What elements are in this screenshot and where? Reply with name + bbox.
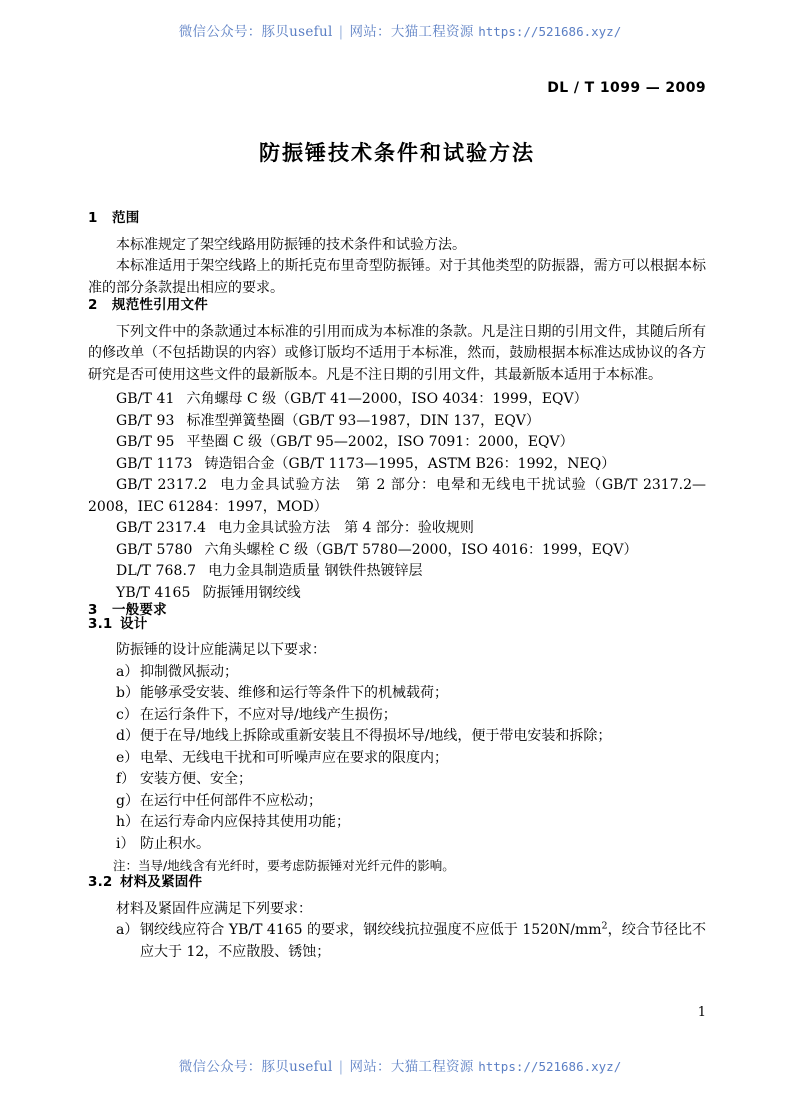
list-item — [88, 834, 706, 856]
list-item-marker: f） — [116, 771, 136, 787]
subsection-3-1-lead: 防振锤的设计应能满足以下要求： — [116, 642, 326, 658]
design-requirement-list — [88, 662, 706, 856]
watermark-site-label: 网站：大猫工程资源 — [349, 1059, 474, 1075]
list-item-text: 安装方便、安全； — [140, 771, 252, 787]
list-item-marker: c） — [116, 706, 138, 723]
list-item-text: 电晕、无线电干扰和可听噪声应在要求的限度内； — [140, 749, 448, 766]
list-item-marker: b） — [116, 685, 139, 701]
section-number-3: 3 — [88, 602, 98, 618]
list-item — [88, 791, 706, 813]
list-item-text: 在运行条件下，不应对导/地线产生损伤； — [140, 706, 397, 723]
list-item — [88, 662, 706, 684]
reference-text: 电力金具试验方法 第 2 部分：电晕和无线电干扰试验（GB/T 2317.2—2008，IEC 61284：1997，MOD） — [88, 477, 706, 515]
section-number-1: 1 — [88, 210, 98, 226]
section-heading-3 — [88, 604, 706, 618]
list-item-text: 便于在导/地线上拆除或重新安装且不得损坏导/地线，便于带电安装和拆除； — [140, 728, 612, 744]
subsection-number-3-2: 3.2 — [88, 874, 113, 890]
list-item — [88, 812, 706, 834]
section-title-3: 一般要求 — [112, 602, 167, 618]
section-1-paragraph-2: 本标准适用于架空线路上的斯托克布里奇型防振锤。对于其他类型的防振器，需方可以根据本标准的部分条款提出相应的要求。 — [88, 258, 706, 296]
list-item-text: 防止积水。 — [140, 835, 210, 852]
subsection-title-3-2: 材料及紧固件 — [120, 874, 203, 890]
list-item — [88, 726, 706, 748]
reference-text: 电力金具试验方法 第 4 部分：验收规则 — [218, 520, 474, 536]
material-requirement-list — [88, 920, 706, 963]
reference-text: 铸造铝合金（GB/T 1173—1995，ASTM B26：1992，NEQ） — [204, 455, 616, 472]
reference-text: 六角头螺栓 C 级（GB/T 5780—2000，ISO 4016：1999，EQV） — [204, 541, 638, 558]
section-number-2: 2 — [88, 297, 98, 313]
list-item — [88, 683, 706, 705]
watermark-wechat-label: 微信公众号：豚贝useful — [178, 1059, 333, 1075]
list-item-text: 在运行中任何部件不应松动； — [140, 792, 322, 809]
list-item-marker: i） — [116, 835, 135, 852]
superscript-exponent: 2 — [601, 920, 608, 932]
watermark-url: https://521686.xyz/ — [478, 1059, 622, 1074]
section-heading-2 — [88, 299, 706, 313]
list-item-marker: d） — [116, 728, 139, 744]
list-item-text — [140, 920, 706, 963]
reference-code: YB/T 4165 — [116, 584, 191, 601]
reference-code: GB/T 5780 — [116, 541, 193, 558]
subsection-title-3-1: 设计 — [120, 615, 148, 632]
reference-code: GB/T 2317.2 — [116, 477, 208, 493]
reference-code: GB/T 95 — [116, 434, 175, 450]
watermark-site-label: 网站：大猫工程资源 — [349, 24, 474, 40]
section-heading-1 — [88, 212, 706, 226]
watermark-separator: | — [338, 1059, 344, 1075]
reference-item — [88, 389, 706, 411]
reference-item — [88, 454, 706, 476]
subsection-number-3-1: 3.1 — [88, 615, 113, 632]
document-page — [88, 0, 706, 1107]
list-item-text-after-superscript: ，绞合节径比不应大于 12，不应散股、锈蚀； — [140, 922, 706, 960]
reference-code: GB/T 41 — [116, 391, 175, 407]
watermark-wechat-label: 微信公众号：豚贝useful — [178, 24, 333, 40]
reference-item — [88, 583, 706, 605]
list-item-marker: e） — [116, 749, 139, 766]
reference-text: 平垫圈 C 级（GB/T 95—2002，ISO 7091：2000，EQV） — [186, 434, 574, 450]
list-item-marker: h） — [116, 814, 140, 830]
subsection-3-2-lead: 材料及紧固件应满足下列要求： — [116, 900, 312, 917]
reference-text: 电力金具制造质量 钢铁件热镀锌层 — [208, 563, 423, 579]
list-item-marker: g） — [116, 792, 139, 809]
reference-item — [88, 518, 706, 540]
document-title: 防振锤技术条件和试验方法 — [259, 141, 535, 165]
section-title-1: 范围 — [112, 210, 140, 226]
section-title-2: 规范性引用文件 — [112, 297, 208, 313]
list-item-text-before-superscript: 钢绞线应符合 YB/T 4165 的要求，钢绞线抗拉强度不应低于 1520N/mm — [140, 922, 602, 938]
reference-code: GB/T 1173 — [116, 455, 193, 472]
reference-item — [88, 411, 706, 433]
watermark-separator: | — [338, 24, 344, 40]
reference-item — [88, 432, 706, 454]
list-item-text: 抑制微风振动； — [140, 663, 238, 680]
reference-item — [88, 540, 706, 562]
list-item — [88, 705, 706, 727]
list-item-marker: a） — [116, 663, 139, 680]
section-1-paragraph-1: 本标准规定了架空线路用防振锤的技术条件和试验方法。 — [116, 236, 466, 253]
list-item-text: 能够承受安装、维修和运行等条件下的机械载荷； — [140, 685, 448, 701]
list-item — [88, 920, 706, 963]
reference-text: 标准型弹簧垫圈（GB/T 93—1987，DIN 137，EQV） — [186, 412, 540, 429]
reference-item — [88, 475, 706, 518]
subsection-heading-3-2 — [88, 876, 706, 890]
subsection-3-1-note: 注：当导/地线含有光纤时，要考虑防振锤对光纤元件的影响。 — [113, 858, 455, 873]
list-item-marker: a） — [116, 922, 139, 938]
footer-watermark — [0, 1055, 800, 1075]
list-item-text: 在运行寿命内应保持其使用功能； — [140, 814, 350, 830]
list-item — [88, 748, 706, 770]
document-body — [88, 212, 706, 963]
watermark-url: https://521686.xyz/ — [478, 24, 622, 39]
reference-code: GB/T 2317.4 — [116, 520, 207, 536]
standard-number: DL / T 1099 — 2009 — [547, 80, 706, 96]
section-2-paragraph-1: 下列文件中的条款通过本标准的引用而成为本标准的条款。凡是注日期的引用文件，其随后所有的修改单（不包括勘误的内容）或修订版均不适用于本标准，然而，鼓励根据本标准达成协议的各方研究是否可使用这些文件的最新版本。凡是不注日期的引用文件，其最新版本适用于本标准。 — [88, 323, 706, 383]
list-item — [88, 769, 706, 791]
reference-item — [88, 561, 706, 583]
reference-code: GB/T 93 — [116, 412, 175, 429]
reference-text: 六角螺母 C 级（GB/T 41—2000，ISO 4034：1999，EQV） — [186, 391, 588, 407]
reference-code: DL/T 768.7 — [116, 563, 197, 579]
reference-text: 防振锤用钢绞线 — [202, 584, 301, 601]
subsection-heading-3-1 — [88, 615, 706, 632]
normative-reference-list — [88, 389, 706, 604]
page-number: 1 — [697, 1005, 706, 1020]
